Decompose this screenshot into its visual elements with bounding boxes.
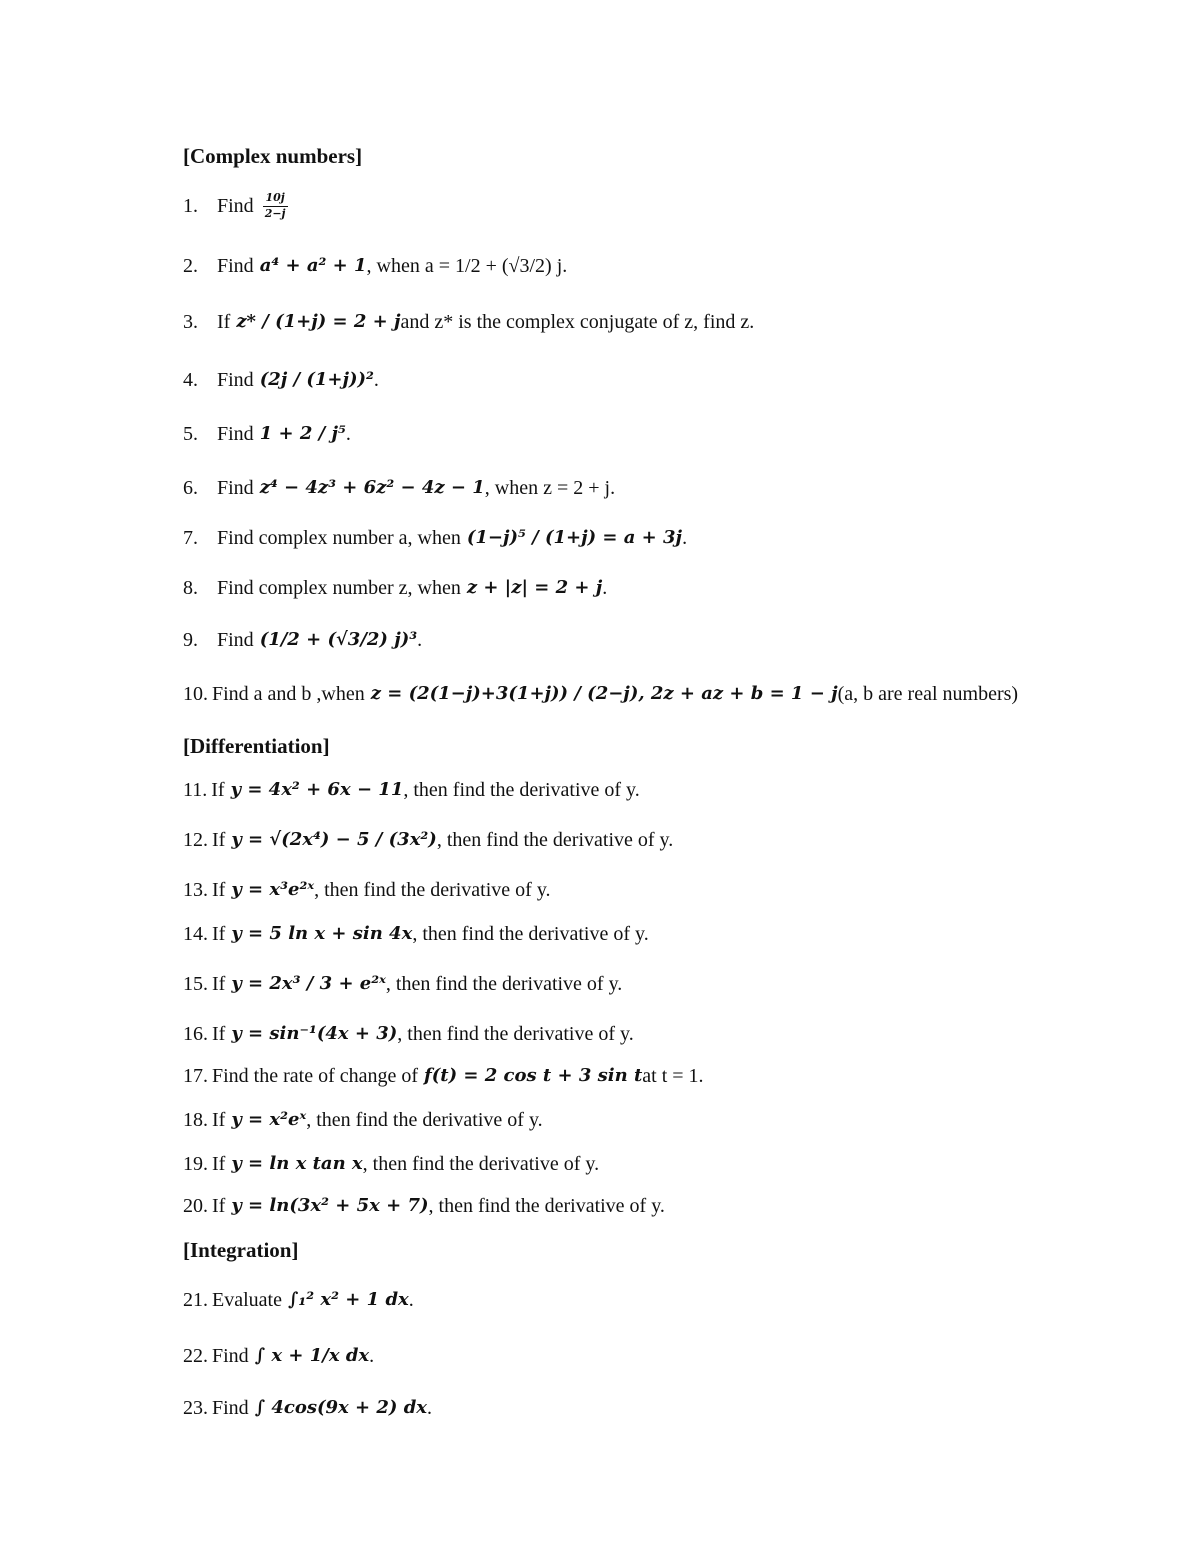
problem-number: 3. xyxy=(183,311,198,333)
problem-22 xyxy=(183,1326,374,1386)
problem-lead: Find xyxy=(217,369,254,391)
problem-lead: If xyxy=(212,923,226,945)
section-heading-integration: [Integration] xyxy=(183,1238,299,1262)
problem-number: 6. xyxy=(183,477,198,499)
problem-number: 16. xyxy=(183,1023,208,1045)
problem-lead: If xyxy=(212,1023,226,1045)
problem-expression: z = (2(1−j)+3(1+j)) / (2−j), 2z + az + b = 1 − j xyxy=(370,683,838,704)
problem-number: 13. xyxy=(183,879,208,901)
problem-trail: , then find the derivative of y. xyxy=(397,1023,634,1045)
problem-lead: Find xyxy=(217,423,254,445)
problem-number: 17. xyxy=(183,1065,208,1087)
problem-expression: y = sin⁻¹(4x + 3) xyxy=(231,1023,398,1044)
problem-21 xyxy=(183,1270,414,1330)
problem-expression: y = √(2x⁴) − 5 / (3x²) xyxy=(231,829,437,850)
problem-number: 5. xyxy=(183,423,198,445)
problem-expression: y = x²eˣ xyxy=(231,1109,307,1130)
problem-lead: If xyxy=(217,311,231,333)
problem-expression: (1−j)⁵ / (1+j) = a + 3j xyxy=(466,527,683,548)
problem-trail: . xyxy=(602,577,608,599)
problem-expression: y = ln x tan x xyxy=(231,1153,363,1174)
fraction: $\frac{10j}{2-j}$ xyxy=(264,190,286,220)
problem-trail: . xyxy=(408,1289,414,1311)
section-heading-differentiation: [Differentiation] xyxy=(183,734,330,758)
problem-lead: Find complex number a, when xyxy=(217,527,461,549)
problem-expression: z⁴ − 4z³ + 6z² − 4z − 1 xyxy=(259,477,485,498)
problem-23 xyxy=(183,1378,432,1438)
problem-number: 21. xyxy=(183,1289,208,1311)
problem-number: 20. xyxy=(183,1195,208,1217)
problem-trail: , when z = 2 + j. xyxy=(484,477,616,499)
problem-number: 8. xyxy=(183,577,198,599)
problem-lead: Find xyxy=(212,1345,249,1367)
problem-trail: , then find the derivative of y. xyxy=(412,923,649,945)
problem-trail: . xyxy=(417,629,423,651)
problem-expression: ∫ x + 1/x dx xyxy=(254,1345,370,1366)
problem-lead: Find a and b ,when xyxy=(212,683,365,705)
problem-trail: , then find the derivative of y. xyxy=(314,879,551,901)
problem-trail: , then find the derivative of y. xyxy=(385,973,623,995)
problem-expression: y = 5 ln x + sin 4x xyxy=(231,923,413,944)
section-heading-complex: [Complex numbers] xyxy=(183,144,363,168)
problem-expression: y = x³e²ˣ xyxy=(231,879,315,900)
problem-lead: If xyxy=(212,829,226,851)
problem-20 xyxy=(183,1176,665,1236)
problem-trail: . xyxy=(373,369,379,391)
problem-number: 2. xyxy=(183,255,198,277)
problem-expression: z + |z| = 2 + j xyxy=(466,577,603,598)
problem-trail: . xyxy=(345,423,351,445)
problem-number: 15. xyxy=(183,973,208,995)
problem-expression: 1 + 2 / j⁵ xyxy=(259,423,346,444)
problem-number: 22. xyxy=(183,1345,208,1367)
problem-2 xyxy=(183,236,567,296)
problem-lead: Find xyxy=(217,195,254,217)
problem-trail: , then find the derivative of y. xyxy=(306,1109,543,1131)
problem-lead: Find xyxy=(217,255,254,277)
problem-expression: (2j / (1+j))² xyxy=(259,369,374,390)
problem-trail: . xyxy=(682,527,688,549)
problem-trail: (a, b are real numbers) xyxy=(837,683,1019,705)
problem-trail: , then find the derivative of y. xyxy=(428,1195,665,1217)
problem-trail: , then find the derivative of y. xyxy=(362,1153,600,1175)
problem-lead: Find complex number z, when xyxy=(217,577,461,599)
problem-lead: Find xyxy=(212,1397,249,1419)
problem-1 xyxy=(183,176,291,236)
problem-number: 14. xyxy=(183,923,208,945)
problem-number: 18. xyxy=(183,1109,208,1131)
problem-expression xyxy=(260,192,291,220)
problem-trail: , when a = 1/2 + (√3/2) j. xyxy=(366,255,568,277)
problem-expression: y = 2x³ / 3 + e²ˣ xyxy=(231,973,386,994)
problem-trail: , then find the derivative of y. xyxy=(436,829,674,851)
problem-lead: Evaluate xyxy=(212,1289,282,1311)
problem-4 xyxy=(183,350,379,410)
problem-number: 1. xyxy=(183,195,198,217)
problem-trail: and z* is the complex conjugate of z, find z. xyxy=(400,311,755,333)
problem-number: 9. xyxy=(183,629,198,651)
problem-trail: . xyxy=(427,1397,433,1419)
problem-number: 11. xyxy=(183,779,208,801)
problem-lead: Find the rate of change of xyxy=(212,1065,419,1087)
problem-expression: z* / (1+j) = 2 + j xyxy=(236,311,401,332)
problem-expression: y = 4x² + 6x − 11 xyxy=(230,779,404,800)
problem-number: 19. xyxy=(183,1153,208,1175)
problem-number: 23. xyxy=(183,1397,208,1419)
problem-lead: If xyxy=(212,1153,226,1175)
problem-lead: If xyxy=(211,779,225,801)
problem-lead: Find xyxy=(217,477,254,499)
problem-lead: If xyxy=(212,1109,226,1131)
problem-expression: (1/2 + (√3/2) j)³ xyxy=(259,629,418,650)
problem-expression: y = ln(3x² + 5x + 7) xyxy=(231,1195,429,1216)
problem-3 xyxy=(183,292,754,352)
problem-expression: ∫₁² x² + 1 dx xyxy=(287,1289,409,1310)
problem-trail: at t = 1. xyxy=(642,1065,704,1087)
problem-trail: . xyxy=(369,1345,375,1367)
problem-8 xyxy=(183,558,607,618)
problem-lead: If xyxy=(212,879,226,901)
problem-5 xyxy=(183,404,351,464)
problem-lead: Find xyxy=(217,629,254,651)
problem-9 xyxy=(183,610,422,670)
problem-number: 10. xyxy=(183,683,208,705)
problem-expression: a⁴ + a² + 1 xyxy=(259,255,367,276)
problem-expression: f(t) = 2 cos t + 3 sin t xyxy=(424,1065,643,1086)
problem-number: 12. xyxy=(183,829,208,851)
problem-number: 4. xyxy=(183,369,198,391)
problem-trail: , then find the derivative of y. xyxy=(403,779,640,801)
problem-expression: ∫ 4cos(9x + 2) dx xyxy=(254,1397,428,1418)
problem-lead: If xyxy=(212,1195,226,1217)
problem-10 xyxy=(183,664,1018,724)
problem-lead: If xyxy=(212,973,226,995)
problem-number: 7. xyxy=(183,527,198,549)
